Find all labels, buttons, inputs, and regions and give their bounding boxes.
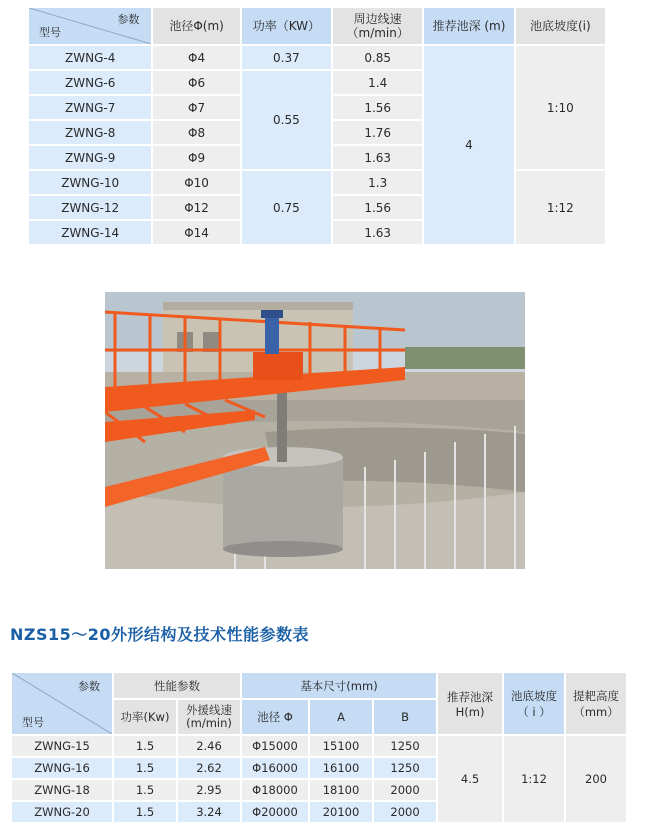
header-slope: 池底坡度(i) xyxy=(516,8,605,44)
speed-cell: 0.85 xyxy=(333,46,422,69)
header-a: A xyxy=(310,700,372,734)
a-cell: 18100 xyxy=(310,780,372,800)
speed-cell: 1.4 xyxy=(333,71,422,94)
header-diameter: 池径Φ(m) xyxy=(153,8,239,44)
power-cell: 1.5 xyxy=(114,758,176,778)
power-cell: 1.5 xyxy=(114,802,176,822)
header-power: 功率（KW） xyxy=(242,8,331,44)
model-cell: ZWNG-9 xyxy=(29,146,151,169)
speed-cell: 1.63 xyxy=(333,146,422,169)
thickener-illustration xyxy=(105,292,525,569)
power-cell: 0.37 xyxy=(242,46,331,69)
section-title: NZS15～20外形结构及技术性能参数表 xyxy=(10,625,310,644)
header-performance-group: 性能参数 xyxy=(114,673,240,698)
table2-corner-header xyxy=(12,673,112,734)
header-dimensions-group: 基本尺寸(mm) xyxy=(242,673,436,698)
model-cell: ZWNG-10 xyxy=(29,171,151,194)
depth-cell: 4.5 xyxy=(438,736,502,822)
corner-model-label: 型号 xyxy=(39,26,61,39)
header-slope: 池底坡度 （ i ） xyxy=(504,673,564,734)
slope-cell: 1:12 xyxy=(516,171,605,244)
header-depth: 推荐池深 (m) xyxy=(424,8,513,44)
diameter-cell: Φ12 xyxy=(153,196,239,219)
a-cell: 20100 xyxy=(310,802,372,822)
speed-cell: 1.3 xyxy=(333,171,422,194)
model-cell: ZWNG-15 xyxy=(12,736,112,756)
header-diameter: 池径 Φ xyxy=(242,700,308,734)
header-power: 功率(Kw) xyxy=(114,700,176,734)
table1-corner-header xyxy=(29,8,151,44)
model-cell: ZWNG-8 xyxy=(29,121,151,144)
speed-cell: 3.24 xyxy=(178,802,240,822)
model-cell: ZWNG-18 xyxy=(12,780,112,800)
speed-cell: 2.46 xyxy=(178,736,240,756)
header-depth: 推荐池深 H(m) xyxy=(438,673,502,734)
table-row xyxy=(29,171,605,194)
diameter-cell: Φ8 xyxy=(153,121,239,144)
b-cell: 2000 xyxy=(374,802,436,822)
diameter-cell: Φ6 xyxy=(153,71,239,94)
corner-model-label: 型号 xyxy=(22,716,44,729)
table-row xyxy=(29,46,605,69)
corner-param-label: 参数 xyxy=(117,13,140,26)
speed-cell: 2.95 xyxy=(178,780,240,800)
slope-cell: 1:12 xyxy=(504,736,564,822)
power-cell: 1.5 xyxy=(114,736,176,756)
thickener-bridge-photo xyxy=(105,292,525,569)
header-speed: 周边线速 （m/min） xyxy=(333,8,422,44)
diameter-cell: Φ9 xyxy=(153,146,239,169)
model-cell: ZWNG-16 xyxy=(12,758,112,778)
b-cell: 1250 xyxy=(374,736,436,756)
model-cell: ZWNG-12 xyxy=(29,196,151,219)
spec-table-zwng-small xyxy=(27,6,607,246)
diameter-cell: Φ16000 xyxy=(242,758,308,778)
corner-param-label: 参数 xyxy=(78,680,100,693)
diameter-cell: Φ14 xyxy=(153,221,239,244)
speed-cell: 1.76 xyxy=(333,121,422,144)
lift-height-cell: 200 xyxy=(566,736,626,822)
slope-cell: 1:10 xyxy=(516,46,605,169)
diameter-cell: Φ20000 xyxy=(242,802,308,822)
model-cell: ZWNG-20 xyxy=(12,802,112,822)
power-cell: 0.55 xyxy=(242,71,331,169)
b-cell: 2000 xyxy=(374,780,436,800)
header-speed: 外援线速 (m/min) xyxy=(178,700,240,734)
diameter-cell: Φ18000 xyxy=(242,780,308,800)
depth-cell: 4 xyxy=(424,46,513,244)
table-row xyxy=(12,736,626,756)
header-lift-height: 提耙高度 （mm） xyxy=(566,673,626,734)
model-cell: ZWNG-14 xyxy=(29,221,151,244)
speed-cell: 1.63 xyxy=(333,221,422,244)
diameter-cell: Φ7 xyxy=(153,96,239,119)
speed-cell: 1.56 xyxy=(333,196,422,219)
spec-table-nzs xyxy=(10,671,628,824)
a-cell: 16100 xyxy=(310,758,372,778)
diameter-cell: Φ4 xyxy=(153,46,239,69)
diameter-cell: Φ10 xyxy=(153,171,239,194)
speed-cell: 2.62 xyxy=(178,758,240,778)
a-cell: 15100 xyxy=(310,736,372,756)
model-cell: ZWNG-7 xyxy=(29,96,151,119)
speed-cell: 1.56 xyxy=(333,96,422,119)
diameter-cell: Φ15000 xyxy=(242,736,308,756)
header-b: B xyxy=(374,700,436,734)
model-cell: ZWNG-6 xyxy=(29,71,151,94)
power-cell: 0.75 xyxy=(242,171,331,244)
power-cell: 1.5 xyxy=(114,780,176,800)
b-cell: 1250 xyxy=(374,758,436,778)
model-cell: ZWNG-4 xyxy=(29,46,151,69)
